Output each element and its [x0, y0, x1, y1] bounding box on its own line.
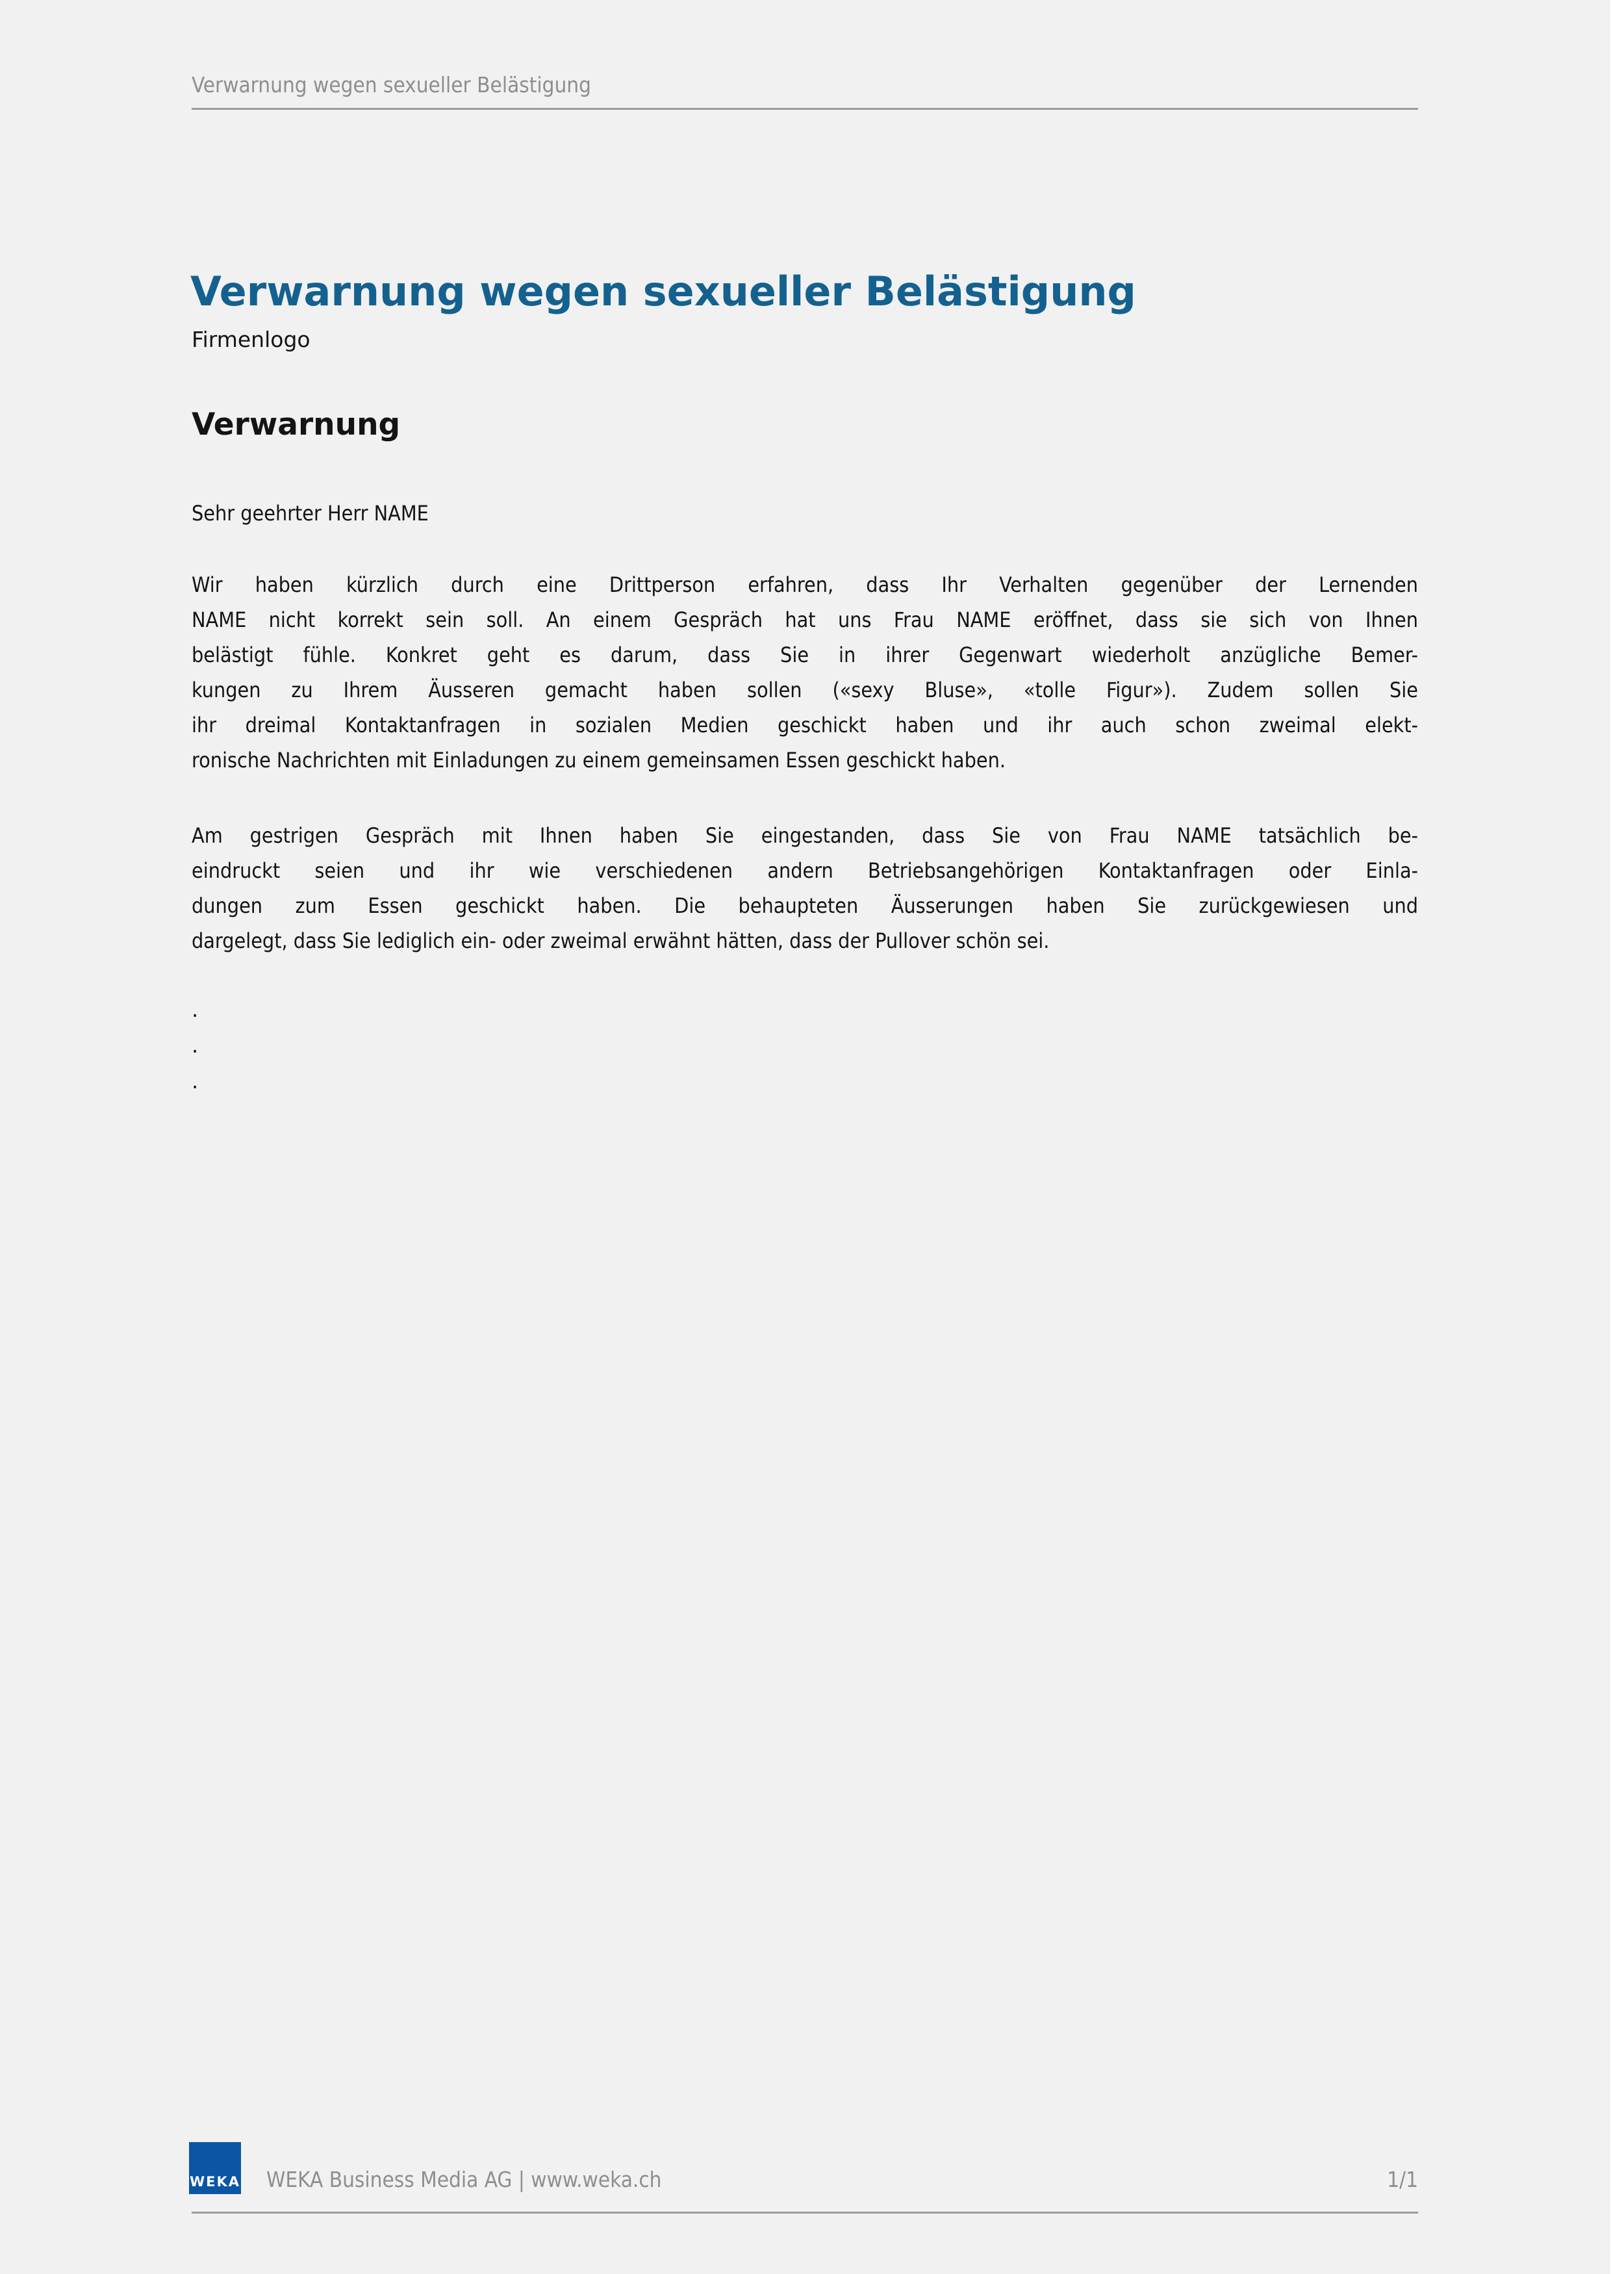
- section-heading: Verwarnung: [192, 407, 401, 442]
- text-line: .: [192, 1069, 199, 1093]
- placeholder-dot-lines: [192, 992, 1418, 1099]
- salutation-line: Sehr geehrter Herr NAME: [192, 501, 429, 526]
- text-line: .: [192, 1033, 199, 1058]
- header-running-title: Verwarnung wegen sexueller Belästigung: [192, 72, 591, 97]
- page-title: Verwarnung wegen sexueller Belästigung: [190, 267, 1136, 315]
- text-line: ronische Nachrichten mit Einladungen zu einem gemeinsamen Essen geschickt haben.: [192, 748, 1006, 773]
- text-line: ihr dreimal Kontaktanfragen in sozialen Medien geschickt haben und ihr auch schon zweimal elekt-: [192, 713, 1418, 737]
- text-line: NAME nicht korrekt sein soll. An einem Gespräch hat uns Frau NAME eröffnet, dass sie sich von Ihnen: [192, 607, 1418, 632]
- text-line: belästigt fühle. Konkret geht es darum, dass Sie in ihrer Gegenwart wiederholt anzügliche Bemer-: [192, 643, 1418, 667]
- weka-logo-text: WEKA: [189, 2174, 241, 2190]
- text-line: dungen zum Essen geschickt haben. Die behaupteten Äusserungen haben Sie zurückgewiesen und: [192, 893, 1418, 918]
- footer-company-line: WEKA Business Media AG | www.weka.ch: [266, 2167, 662, 2192]
- company-logo-placeholder: Firmenlogo: [192, 327, 311, 352]
- text-line: kungen zu Ihrem Äusseren gemacht haben sollen («sexy Bluse», «tolle Figur»). Zudem sollen Sie: [192, 678, 1418, 702]
- body-paragraph-1: [192, 567, 1418, 778]
- text-line: eindruckt seien und ihr wie verschiedenen andern Betriebsangehörigen Kontaktanfragen oder Einla-: [192, 858, 1418, 883]
- text-line: Wir haben kürzlich durch eine Drittperson erfahren, dass Ihr Verhalten gegenüber der Lernenden: [192, 572, 1418, 597]
- footer-page-indicator: 1/1: [1387, 2167, 1418, 2192]
- header-rule: [192, 108, 1418, 110]
- body-paragraph-2: [192, 818, 1418, 958]
- text-line: Am gestrigen Gespräch mit Ihnen haben Sie eingestanden, dass Sie von Frau NAME tatsächlich be-: [192, 823, 1418, 848]
- footer-rule: [192, 2212, 1418, 2214]
- text-line: .: [192, 997, 199, 1022]
- text-line: dargelegt, dass Sie lediglich ein- oder zweimal erwähnt hätten, dass der Pullover schön sei.: [192, 928, 1050, 953]
- page-edge-strip: [1610, 0, 1624, 2274]
